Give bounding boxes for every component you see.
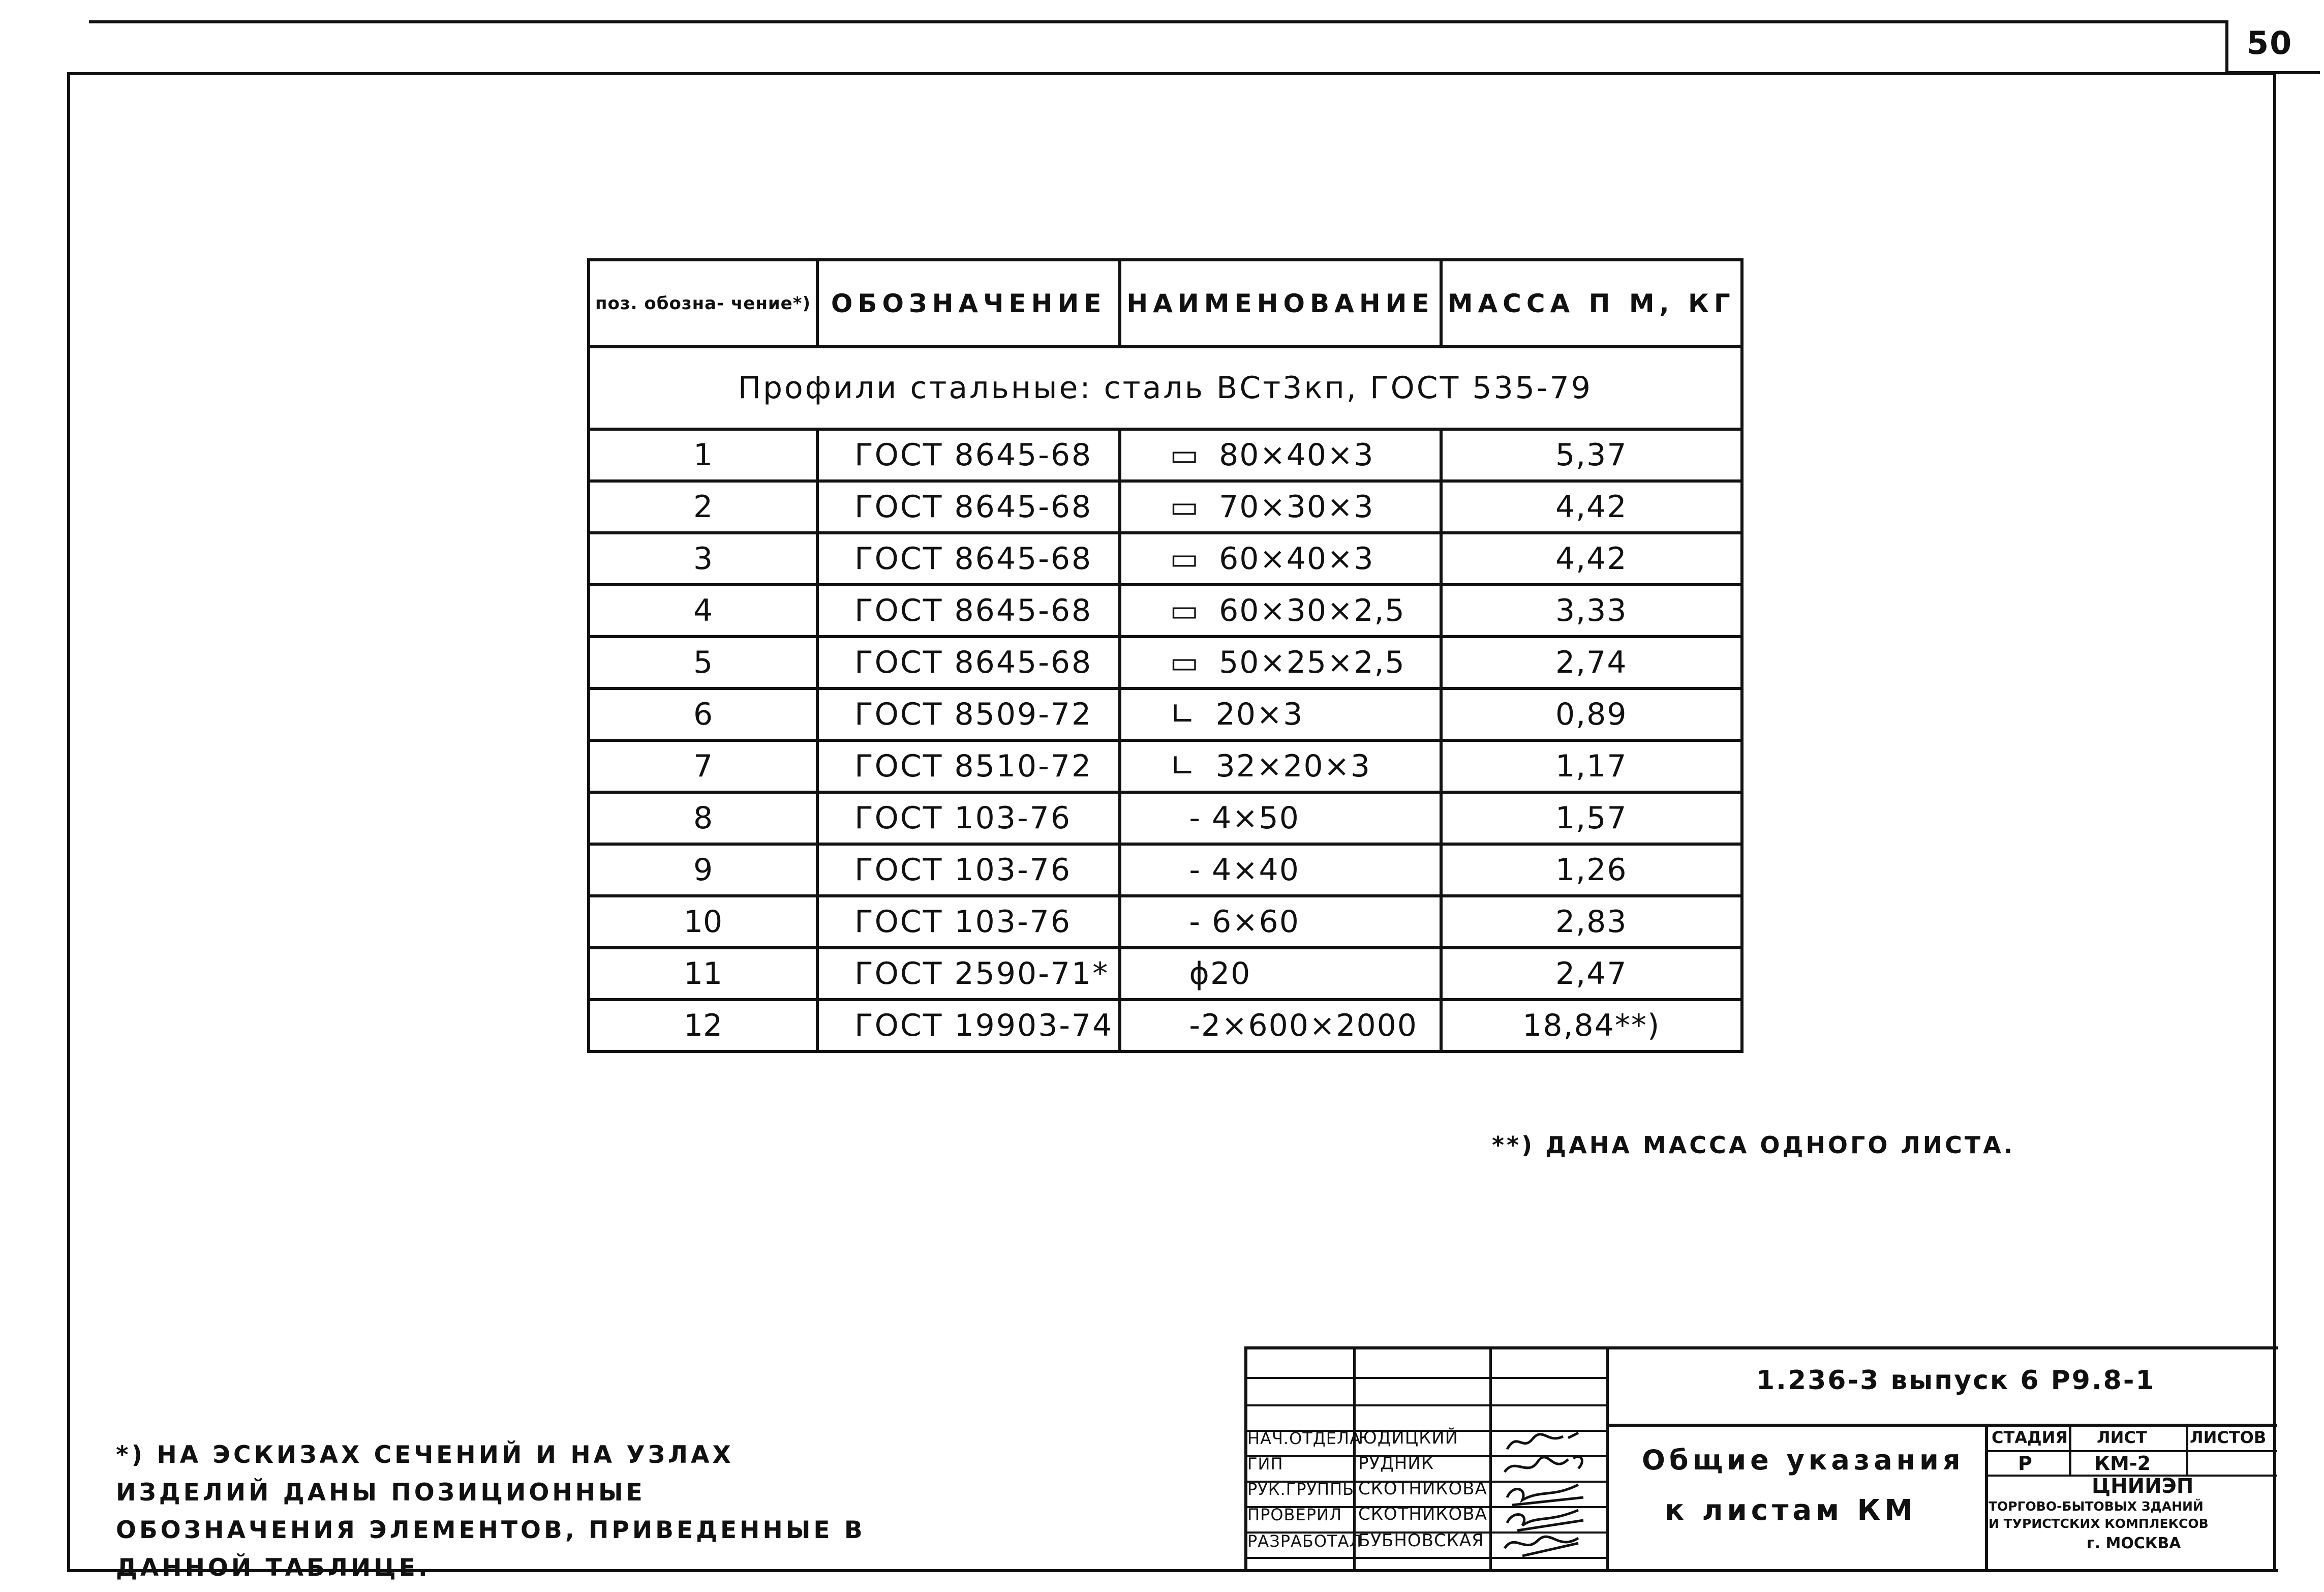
- mass-note: **) ДАНА МАССА ОДНОГО ЛИСТА.: [1492, 1131, 2015, 1159]
- tb-code-line: [1606, 1424, 2277, 1427]
- cell-position: 1: [589, 429, 817, 481]
- section-row: [589, 347, 1742, 429]
- table-row: [589, 1000, 1742, 1052]
- organization-city: г. МОСКВА: [2087, 1535, 2181, 1552]
- profile-size: 20×3: [1215, 697, 1304, 732]
- profile-size: 32×20×3: [1215, 748, 1371, 784]
- role-label: ГИП: [1247, 1454, 1283, 1474]
- signer-name: БУБНОВСКАЯ: [1358, 1530, 1484, 1551]
- profile-symbol-icon: ∟: [1170, 748, 1197, 784]
- cell-position: 2: [589, 481, 817, 533]
- sheet-number: 50: [2247, 24, 2293, 62]
- cell-position: 11: [589, 948, 817, 1000]
- sheet-value: КМ-2: [2094, 1452, 2151, 1475]
- cell-designation: ГОСТ 8510-72: [817, 740, 1120, 792]
- tb-row-line: [1244, 1404, 1606, 1406]
- cell-mass: 0,89: [1441, 688, 1742, 740]
- cell-name: [1120, 948, 1441, 1000]
- cell-designation: ГОСТ 2590-71*: [817, 948, 1120, 1000]
- role-label: РАЗРАБОТАЛ: [1247, 1531, 1362, 1551]
- cell-mass: 4,42: [1441, 533, 1742, 585]
- profile-size: 60×30×2,5: [1219, 593, 1405, 628]
- profile-symbol-icon: ▭: [1170, 541, 1200, 577]
- sheet-title-line2: к листам КМ: [1665, 1494, 1917, 1527]
- table-row: [589, 792, 1742, 844]
- organization-name: ЦНИИЭП: [2092, 1475, 2194, 1498]
- profile-symbol-icon: ∟: [1170, 697, 1197, 732]
- footnote: *) НА ЭСКИЗАХ СЕЧЕНИЙ И НА УЗЛАХ ИЗДЕЛИЙ ДАНЫ ПОЗИЦИОННЫЕ ОБОЗНАЧЕНИЯ ЭЛЕМЕНТОВ, ПРИВЕДЕННЫЕ В ДАННОЙ ТАБЛИЦЕ.: [116, 1441, 866, 1582]
- cell-mass: 2,83: [1441, 896, 1742, 948]
- profile-symbol-icon: ▭: [1170, 645, 1200, 680]
- cell-designation: ГОСТ 8645-68: [817, 481, 1120, 533]
- cell-designation: ГОСТ 8645-68: [817, 585, 1120, 637]
- profile-size: - 4×50: [1189, 800, 1300, 836]
- tb-divider: [1985, 1424, 1988, 1572]
- table-row: [589, 688, 1742, 740]
- cell-position: 3: [589, 533, 817, 585]
- table-row: [589, 585, 1742, 637]
- cell-name: [1120, 740, 1441, 792]
- cell-name: [1120, 1000, 1441, 1052]
- table-row: [589, 948, 1742, 1000]
- tb-row-line: [1244, 1377, 1606, 1379]
- cell-designation: ГОСТ 103-76: [817, 792, 1120, 844]
- top-border-line: [89, 20, 2226, 23]
- stage-label: СТАДИЯ: [1992, 1428, 2068, 1447]
- cell-name: [1120, 844, 1441, 896]
- header-position: поз. обозна- чение*): [589, 260, 817, 347]
- table-body: [589, 429, 1742, 1052]
- table-row: [589, 429, 1742, 481]
- profile-size: ϕ20: [1189, 956, 1251, 992]
- cell-name: [1120, 481, 1441, 533]
- cell-designation: ГОСТ 8509-72: [817, 688, 1120, 740]
- cell-mass: 5,37: [1441, 429, 1742, 481]
- table-row: [589, 844, 1742, 896]
- stage-value: Р: [2018, 1452, 2032, 1475]
- organization-line3: И ТУРИСТСКИХ КОМПЛЕКСОВ: [1989, 1516, 2209, 1531]
- profile-size: 80×40×3: [1219, 437, 1374, 473]
- cell-name: [1120, 429, 1441, 481]
- header-designation: ОБОЗНАЧЕНИЕ: [817, 260, 1120, 347]
- signer-name: СКОТНИКОВА: [1358, 1479, 1487, 1499]
- cell-position: 6: [589, 688, 817, 740]
- profile-symbol-icon: ▭: [1170, 593, 1200, 628]
- cell-mass: 1,57: [1441, 792, 1742, 844]
- cell-designation: ГОСТ 8645-68: [817, 637, 1120, 688]
- cell-mass: 18,84**): [1441, 1000, 1742, 1052]
- cell-position: 8: [589, 792, 817, 844]
- table-row: [589, 637, 1742, 688]
- profile-size: 70×30×3: [1219, 489, 1374, 525]
- cell-position: 4: [589, 585, 817, 637]
- role-label: РУК.ГРУППЫ: [1247, 1480, 1358, 1499]
- table-row: [589, 533, 1742, 585]
- profile-symbol-icon: ▭: [1170, 437, 1200, 473]
- cell-position: 10: [589, 896, 817, 948]
- cell-position: 9: [589, 844, 817, 896]
- cell-name: [1120, 533, 1441, 585]
- table-row: [589, 896, 1742, 948]
- role-label: НАЧ.ОТДЕЛА: [1247, 1429, 1361, 1448]
- section-title: Профили стальные: сталь ВСт3кп, ГОСТ 535-79: [589, 347, 1742, 429]
- header-name: НАИМЕНОВАНИЕ: [1120, 260, 1441, 347]
- profiles-table: [587, 258, 1744, 1053]
- cell-mass: 1,17: [1441, 740, 1742, 792]
- sheet-label: ЛИСТ: [2097, 1428, 2147, 1447]
- tb-divider: [1606, 1346, 1609, 1572]
- profile-size: - 4×40: [1189, 852, 1300, 888]
- signature-scribbles: [1492, 1429, 1604, 1561]
- cell-designation: ГОСТ 103-76: [817, 896, 1120, 948]
- cell-mass: 2,74: [1441, 637, 1742, 688]
- cell-position: 12: [589, 1000, 817, 1052]
- cell-name: [1120, 637, 1441, 688]
- cell-name: [1120, 792, 1441, 844]
- header-mass: МАССА П М, КГ: [1441, 260, 1742, 347]
- cell-name: [1120, 896, 1441, 948]
- cell-designation: ГОСТ 8645-68: [817, 429, 1120, 481]
- cell-designation: ГОСТ 8645-68: [817, 533, 1120, 585]
- profile-size: 60×40×3: [1219, 541, 1374, 577]
- tb-divider: [2069, 1424, 2071, 1475]
- profile-symbol-icon: ▭: [1170, 489, 1200, 525]
- cell-designation: ГОСТ 19903-74: [817, 1000, 1120, 1052]
- cell-mass: 3,33: [1441, 585, 1742, 637]
- signer-name: РУДНИК: [1358, 1453, 1434, 1474]
- cell-name: [1120, 688, 1441, 740]
- sheet-title-line1: Общие указания: [1642, 1444, 1965, 1476]
- organization-line2: ТОРГОВО-БЫТОВЫХ ЗДАНИЙ: [1989, 1499, 2204, 1514]
- tb-divider: [2186, 1424, 2188, 1475]
- profile-size: - 6×60: [1189, 904, 1300, 940]
- document-code: 1.236-3 выпуск 6 Р9.8-1: [1756, 1365, 2156, 1396]
- cell-name: [1120, 585, 1441, 637]
- table-row: [589, 740, 1742, 792]
- signer-name: ЮДИЦКИЙ: [1358, 1428, 1459, 1448]
- profile-size: 50×25×2,5: [1219, 645, 1405, 680]
- profile-size: -2×600×2000: [1189, 1008, 1418, 1043]
- cell-mass: 2,47: [1441, 948, 1742, 1000]
- cell-mass: 4,42: [1441, 481, 1742, 533]
- sheets-label: ЛИСТОВ: [2190, 1428, 2267, 1447]
- cell-position: 7: [589, 740, 817, 792]
- cell-designation: ГОСТ 103-76: [817, 844, 1120, 896]
- cell-position: 5: [589, 637, 817, 688]
- table-header-row: [589, 260, 1742, 347]
- table-row: [589, 481, 1742, 533]
- role-label: ПРОВЕРИЛ: [1247, 1505, 1342, 1524]
- cell-mass: 1,26: [1441, 844, 1742, 896]
- signer-name: СКОТНИКОВА: [1358, 1504, 1487, 1524]
